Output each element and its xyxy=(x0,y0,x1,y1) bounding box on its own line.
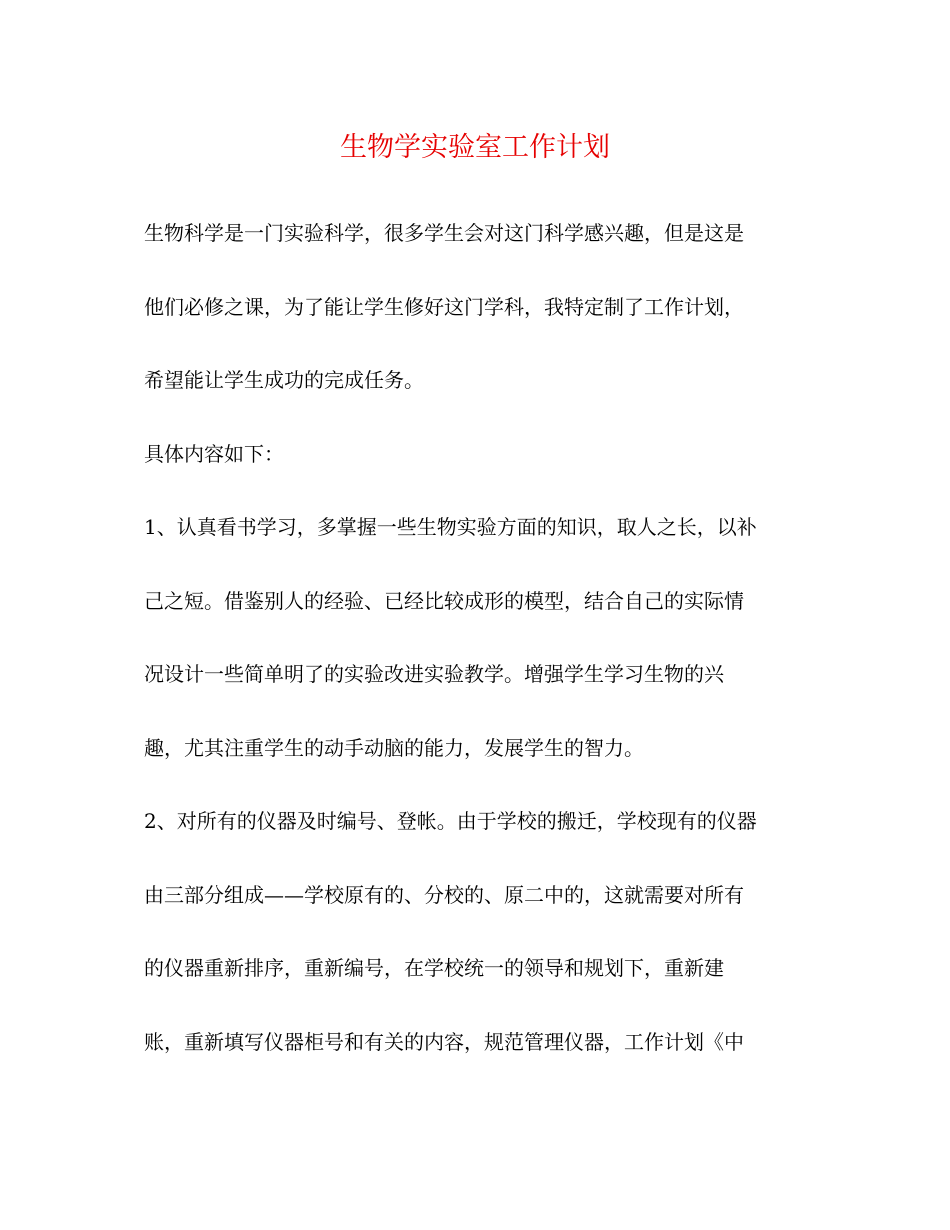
paragraph-line: 趣，尤其注重学生的动手动脑的能力，发展学生的智力。 xyxy=(144,736,644,760)
paragraph-line: 他们必修之课，为了能让学生修好这门学科，我特定制了工作计划， xyxy=(144,295,744,319)
paragraph-line: 况设计一些简单明了的实验改进实验教学。增强学生学习生物的兴 xyxy=(144,662,724,686)
paragraph-line: 由三部分组成——学校原有的、分校的、原二中的，这就需要对所有 xyxy=(144,883,744,907)
paragraph-line: 账，重新填写仪器柜号和有关的内容，规范管理仪器，工作计划《中 xyxy=(144,1030,744,1054)
paragraph-line: 生物科学是一门实验科学，很多学生会对这门科学感兴趣，但是这是 xyxy=(144,221,744,245)
document-title: 生物学实验室工作计划 xyxy=(340,132,610,163)
paragraph-line: 2、对所有的仪器及时编号、登帐。由于学校的搬迁，学校现有的仪器 xyxy=(144,809,757,833)
paragraph-line: 希望能让学生成功的完成任务。 xyxy=(144,368,424,392)
paragraph-line: 己之短。借鉴别人的经验、已经比较成形的模型，结合自己的实际情 xyxy=(144,589,744,613)
paragraph-line: 具体内容如下： xyxy=(144,442,284,466)
paragraph-line: 1、认真看书学习，多掌握一些生物实验方面的知识，取人之长，以补 xyxy=(144,515,757,539)
paragraph-line: 的仪器重新排序，重新编号，在学校统一的领导和规划下，重新建 xyxy=(144,956,724,980)
